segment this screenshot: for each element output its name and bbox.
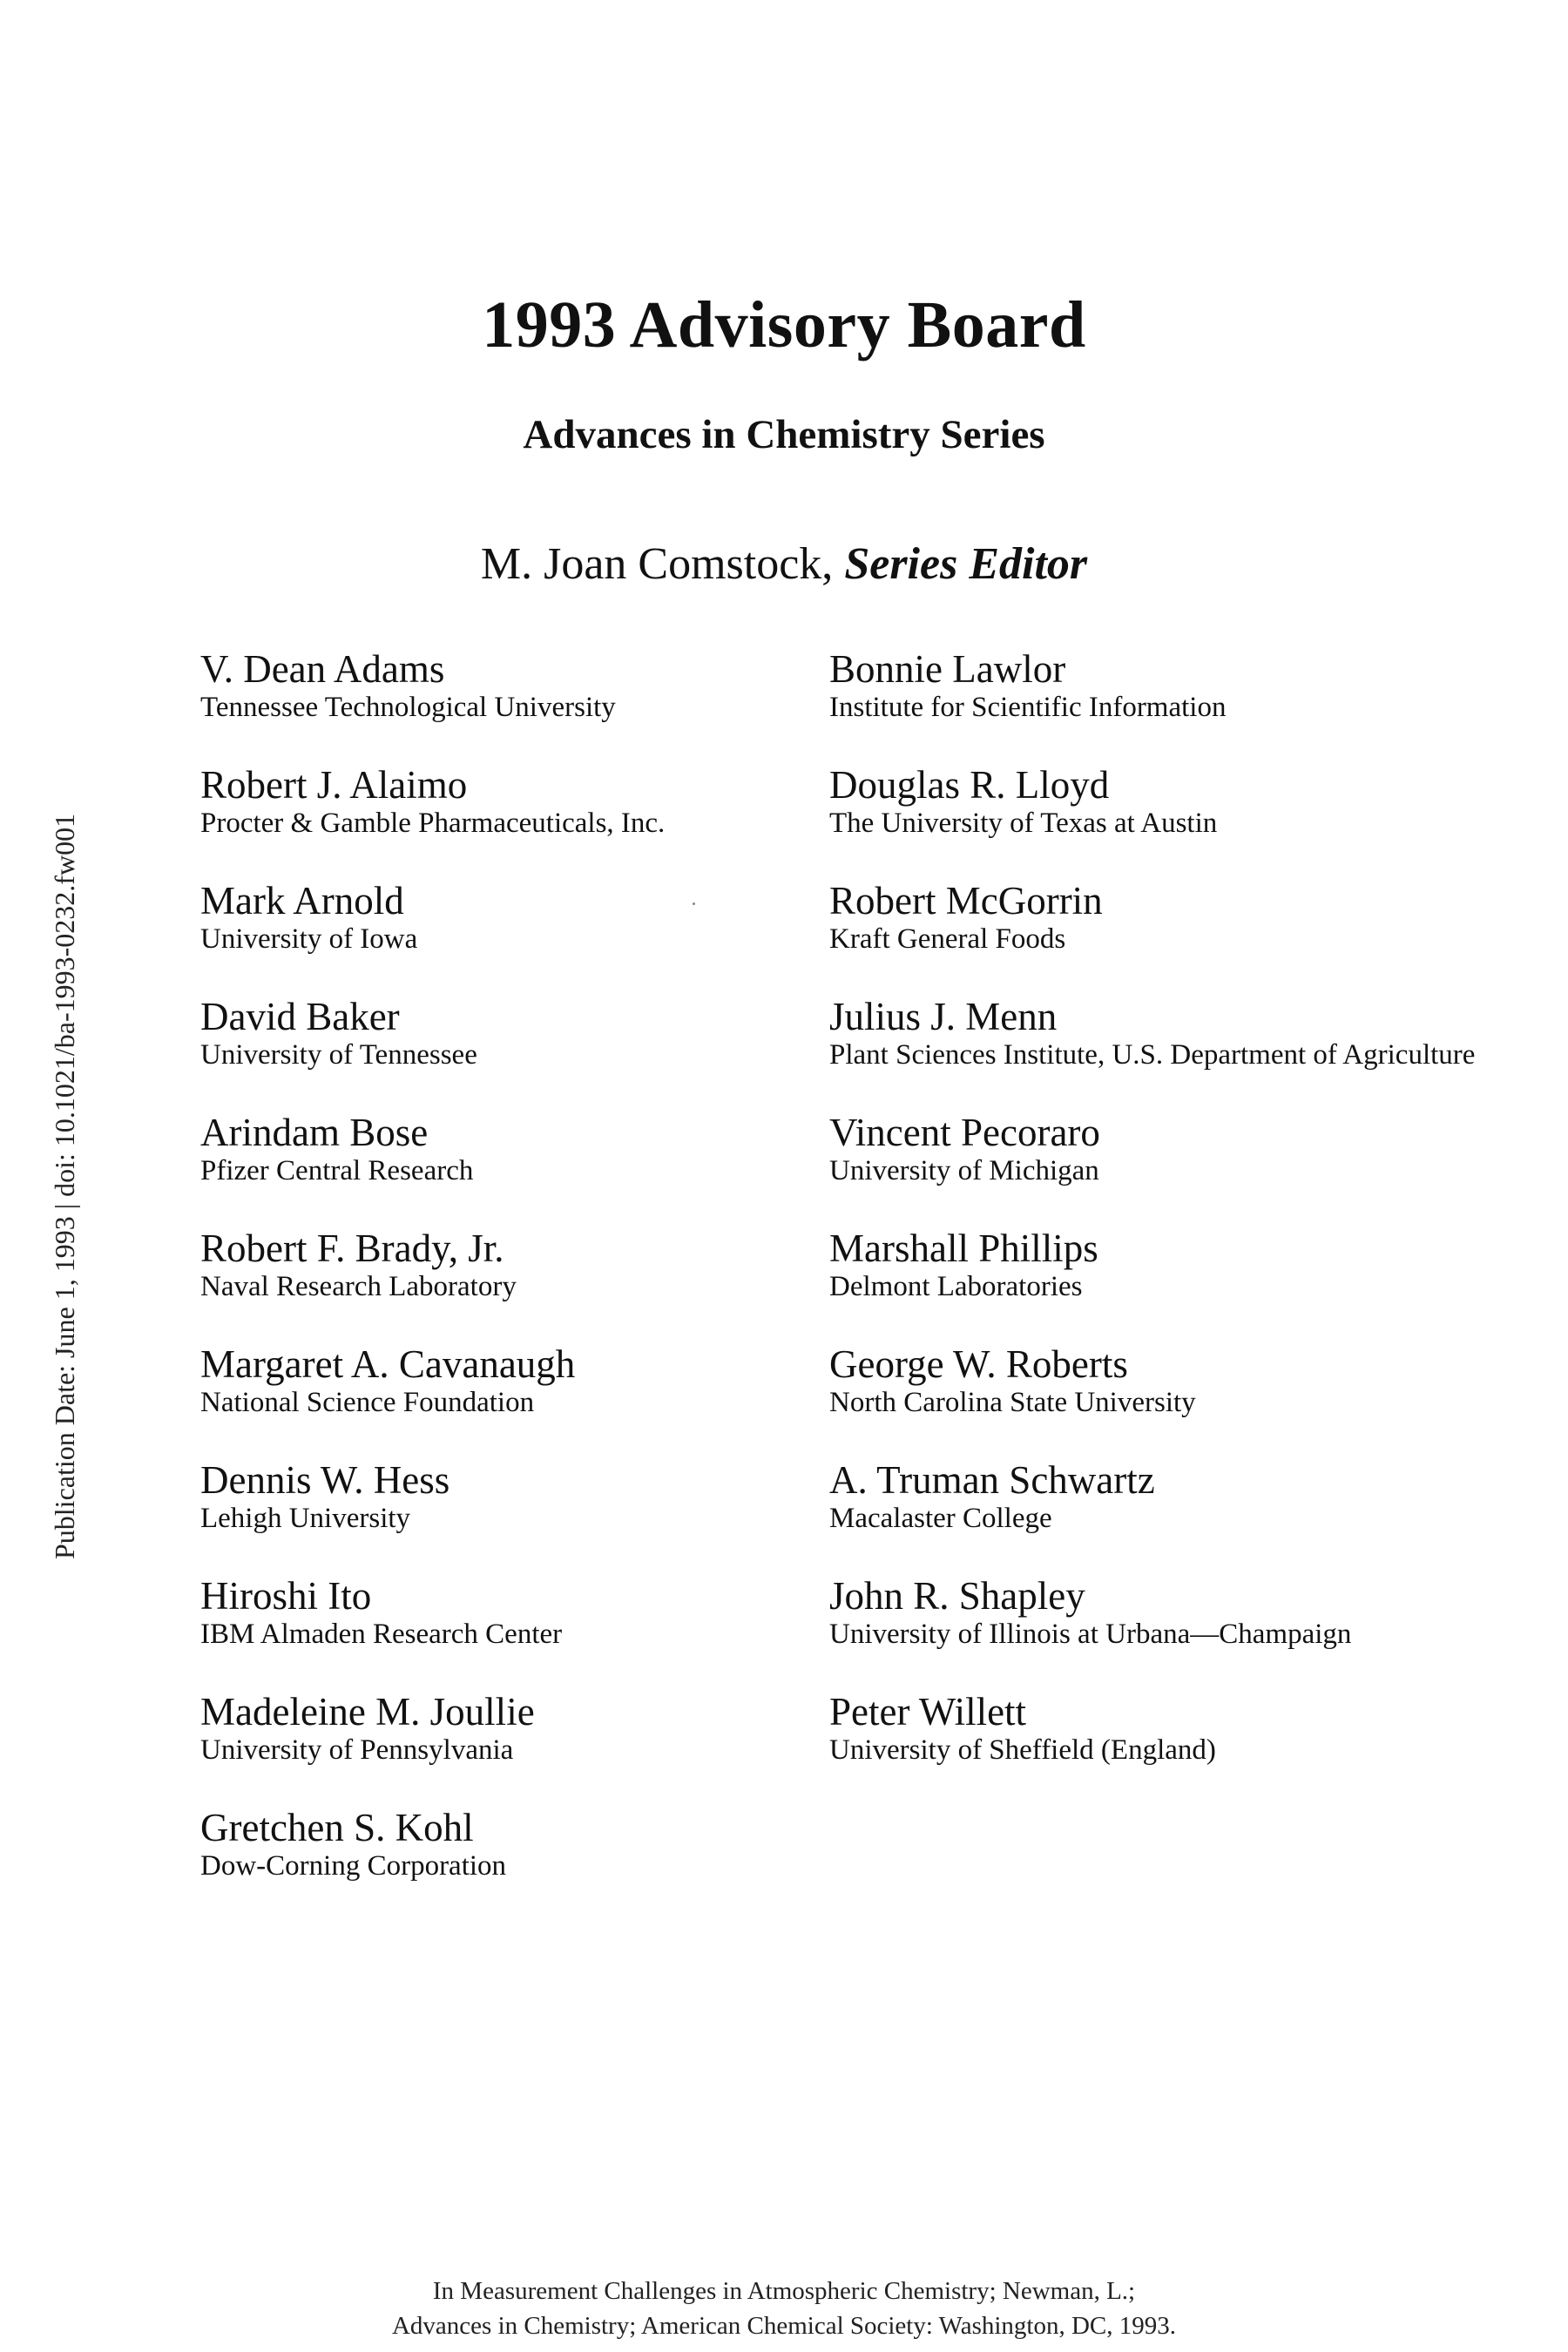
board-member — [829, 1112, 1491, 1189]
board-member — [829, 997, 1491, 1073]
member-affiliation: Delmont Laboratories — [829, 1271, 1083, 1302]
member-affiliation: University of Pennsylvania — [200, 1734, 514, 1766]
member-name: Douglas R. Lloyd — [829, 763, 1110, 807]
board-member — [200, 1344, 810, 1421]
member-affiliation: Pfizer Central Research — [200, 1155, 474, 1186]
member-affiliation: North Carolina State University — [829, 1387, 1196, 1418]
member-name: Bonnie Lawlor — [829, 647, 1066, 691]
member-name: Peter Willett — [829, 1690, 1027, 1734]
board-member — [200, 649, 810, 726]
member-name: A. Truman Schwartz — [829, 1458, 1155, 1502]
citation-line-1: In Measurement Challenges in Atmospheric Chemistry; Newman, L.; — [432, 2277, 1136, 2305]
publication-side-note: Publication Date: June 1, 1993 | doi: 10.1021/ba-1993-0232.fw001 — [49, 813, 80, 1559]
member-name: Mark Arnold — [200, 879, 404, 923]
member-affiliation: Dow-Corning Corporation — [200, 1850, 507, 1882]
member-name: Robert J. Alaimo — [200, 763, 468, 807]
citation-footer — [0, 2274, 1568, 2343]
member-affiliation: National Science Foundation — [200, 1387, 535, 1418]
member-name: Margaret A. Cavanaugh — [200, 1342, 576, 1386]
member-affiliation: Tennessee Technological University — [200, 692, 616, 723]
member-affiliation: University of Michigan — [829, 1155, 1099, 1186]
member-affiliation: Kraft General Foods — [829, 923, 1066, 955]
member-name: John R. Shapley — [829, 1574, 1085, 1618]
member-name: Arindam Bose — [200, 1111, 429, 1154]
member-affiliation: University of Tennessee — [200, 1039, 477, 1071]
board-member — [829, 1228, 1491, 1305]
board-member — [200, 881, 810, 957]
member-name: Madeleine M. Joullie — [200, 1690, 535, 1734]
member-affiliation: The University of Texas at Austin — [829, 808, 1218, 839]
board-member — [829, 765, 1491, 841]
member-name: Hiroshi Ito — [200, 1574, 372, 1618]
series-editor-line — [0, 538, 1568, 590]
board-member — [200, 1112, 810, 1189]
member-affiliation: Institute for Scientific Information — [829, 692, 1227, 723]
board-member — [829, 881, 1491, 957]
member-name: Dennis W. Hess — [200, 1458, 450, 1502]
page-subtitle: Advances in Chemistry Series — [523, 412, 1045, 457]
board-member — [829, 1576, 1491, 1652]
page-title: 1993 Advisory Board — [482, 288, 1086, 362]
board-member — [829, 649, 1491, 726]
member-name: Vincent Pecoraro — [829, 1111, 1100, 1154]
board-members-right-column — [829, 649, 1491, 1808]
board-member — [829, 1692, 1491, 1768]
member-name: David Baker — [200, 995, 400, 1038]
board-members-left-column — [200, 649, 810, 1923]
member-name: V. Dean Adams — [200, 647, 445, 691]
member-affiliation: IBM Almaden Research Center — [200, 1619, 563, 1650]
member-affiliation: Procter & Gamble Pharmaceuticals, Inc. — [200, 808, 666, 839]
board-member — [829, 1344, 1491, 1421]
board-member — [200, 1576, 810, 1652]
board-member — [200, 997, 810, 1073]
member-name: George W. Roberts — [829, 1342, 1128, 1386]
board-member — [200, 765, 810, 841]
member-name: Robert F. Brady, Jr. — [200, 1227, 504, 1270]
member-affiliation: University of Iowa — [200, 923, 418, 955]
member-affiliation: Macalaster College — [829, 1503, 1052, 1534]
board-member — [200, 1808, 810, 1884]
member-affiliation: Lehigh University — [200, 1503, 411, 1534]
series-editor-name: M. Joan Comstock, — [480, 539, 834, 589]
member-name: Marshall Phillips — [829, 1227, 1098, 1270]
member-name: Gretchen S. Kohl — [200, 1806, 474, 1849]
member-affiliation: University of Sheffield (England) — [829, 1734, 1216, 1766]
board-member — [829, 1460, 1491, 1537]
member-name: Julius J. Menn — [829, 995, 1058, 1038]
member-name: Robert McGorrin — [829, 879, 1103, 923]
member-affiliation: Naval Research Laboratory — [200, 1271, 517, 1302]
board-member — [200, 1692, 810, 1768]
member-affiliation: University of Illinois at Urbana—Champaign — [829, 1619, 1352, 1650]
citation-line-2: Advances in Chemistry; American Chemical Society: Washington, DC, 1993. — [391, 2312, 1177, 2340]
board-member — [200, 1460, 810, 1537]
series-editor-role: Series Editor — [844, 539, 1088, 589]
member-affiliation: Plant Sciences Institute, U.S. Department of Agriculture — [829, 1039, 1476, 1071]
board-member — [200, 1228, 810, 1305]
